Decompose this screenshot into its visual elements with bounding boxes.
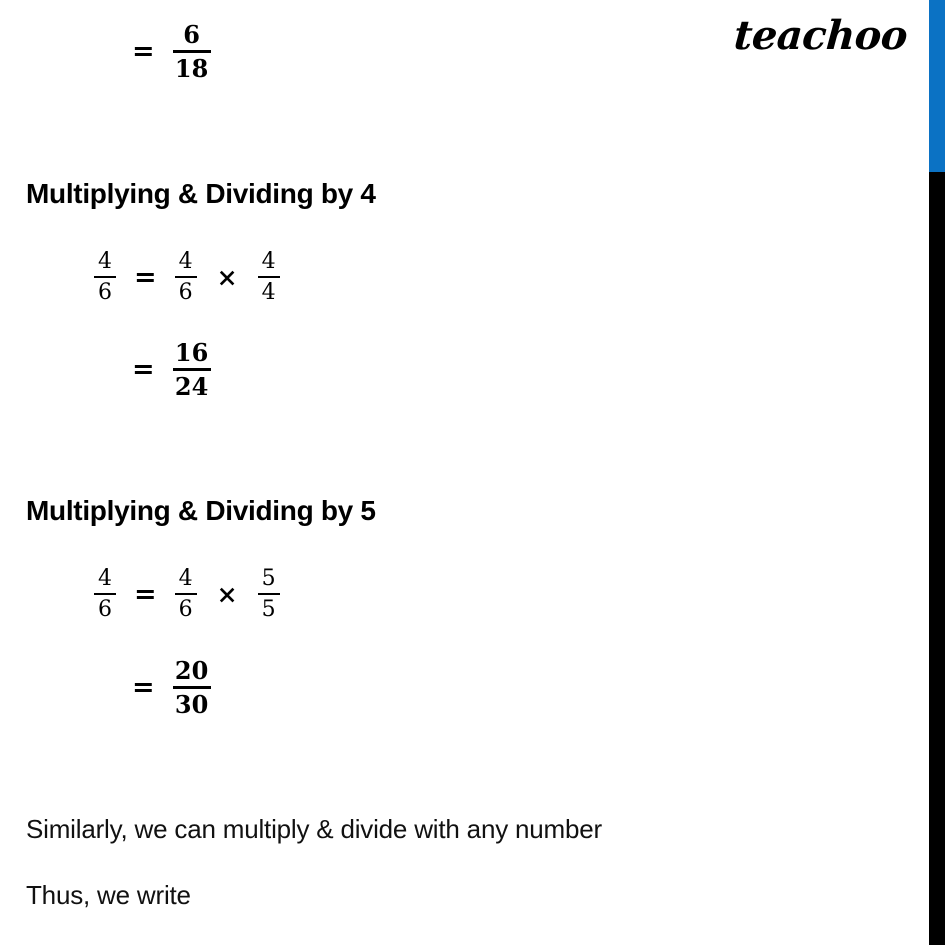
edge-bar-black <box>929 172 945 945</box>
equals-sign: = <box>134 261 157 293</box>
equals-sign: = <box>132 672 155 704</box>
fraction-denominator: 6 <box>98 597 112 623</box>
fraction-denominator: 18 <box>174 54 209 84</box>
fraction-bar <box>175 593 197 595</box>
fraction-denominator: 6 <box>98 280 112 306</box>
fraction-numerator: 6 <box>183 20 200 49</box>
fraction-20-30 <box>173 656 211 720</box>
fraction-bar <box>258 593 280 595</box>
fraction-bar <box>94 593 116 595</box>
equals-sign: = <box>134 578 157 610</box>
equation-4-6-times-4-4 <box>94 250 280 304</box>
fraction-bar <box>258 276 280 278</box>
fraction-numerator: 4 <box>98 249 112 274</box>
equation-6-over-18 <box>132 20 211 84</box>
fraction-numerator: 4 <box>98 566 112 591</box>
fraction-numerator: 20 <box>174 656 209 685</box>
fraction-numerator: 5 <box>261 566 276 591</box>
fraction-5-5-operand-b <box>258 567 280 621</box>
teachoo-logo: teachoo <box>732 12 909 59</box>
fraction-16-24 <box>173 338 211 402</box>
equation-20-over-30 <box>132 656 211 720</box>
fraction-denominator: 24 <box>174 372 209 402</box>
fraction-numerator: 4 <box>261 249 276 274</box>
edge-bar-blue <box>929 0 945 172</box>
fraction-4-4-operand-b <box>258 250 280 304</box>
fraction-4-6-left <box>94 567 116 621</box>
body-line-thus-we-write: Thus, we write <box>26 880 191 910</box>
fraction-4-6-operand-a <box>175 567 197 621</box>
heading-multiplying-dividing-by-5: Multiplying & Dividing by 5 <box>26 495 376 526</box>
heading-multiplying-dividing-by-4: Multiplying & Dividing by 4 <box>26 178 376 209</box>
fraction-4-6-operand-a <box>175 250 197 304</box>
fraction-denominator: 5 <box>261 597 276 623</box>
equals-sign: = <box>132 354 155 386</box>
fraction-bar <box>173 50 211 53</box>
fraction-denominator: 6 <box>178 280 193 306</box>
fraction-numerator: 4 <box>178 566 193 591</box>
fraction-bar <box>173 368 211 371</box>
fraction-4-6-left <box>94 250 116 304</box>
fraction-denominator: 4 <box>261 280 276 306</box>
body-line-similarly: Similarly, we can multiply & divide with any number <box>26 814 602 844</box>
multiplication-sign: × <box>216 579 238 609</box>
fraction-bar <box>173 686 211 689</box>
multiplication-sign: × <box>216 262 238 292</box>
fraction-bar <box>175 276 197 278</box>
fraction-numerator: 16 <box>174 338 209 367</box>
fraction-denominator: 6 <box>178 597 193 623</box>
fraction-denominator: 30 <box>174 690 209 720</box>
equation-16-over-24 <box>132 338 211 402</box>
fraction-6-18 <box>173 20 211 84</box>
equals-sign: = <box>132 36 155 68</box>
fraction-bar <box>94 276 116 278</box>
fraction-numerator: 4 <box>178 249 193 274</box>
equation-4-6-times-5-5 <box>94 567 280 621</box>
